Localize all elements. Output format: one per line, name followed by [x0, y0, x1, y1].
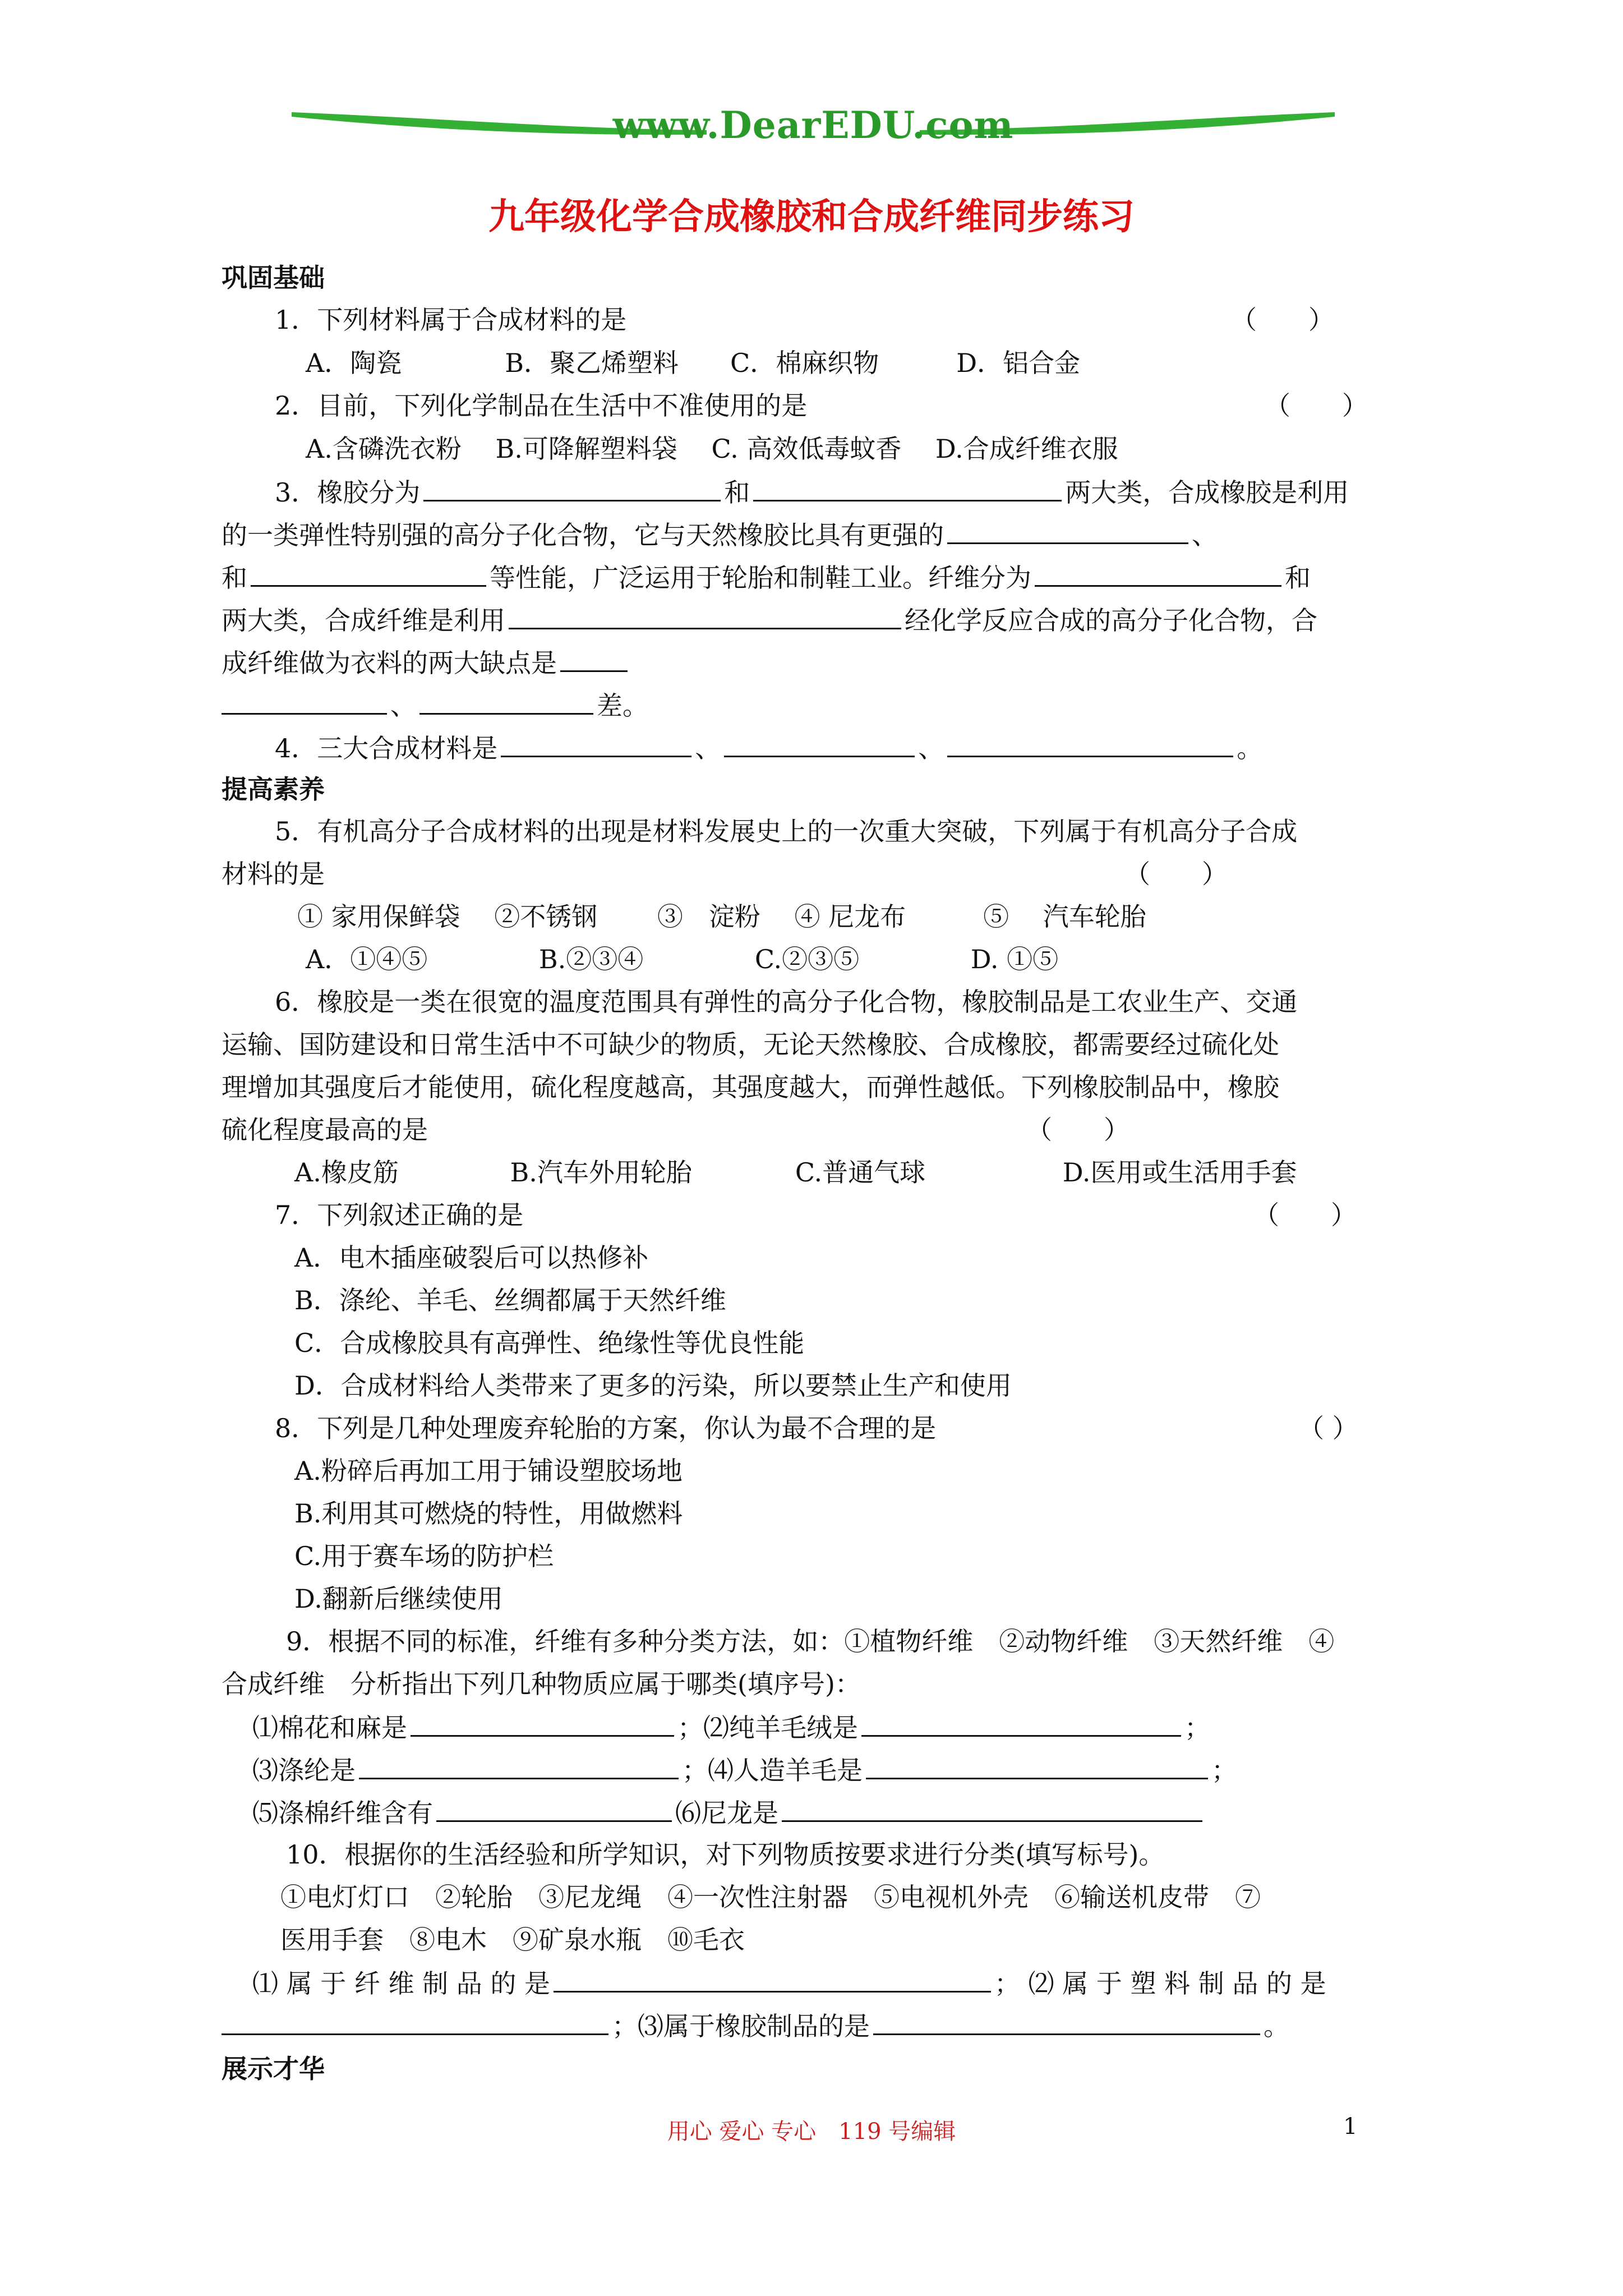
blank[interactable] [724, 728, 915, 757]
question-10-line: 10．根据你的生活经验和所学知识，对下列物质按要求进行分类(填写标号)。 [286, 1839, 1165, 1870]
text: 成纤维做为衣料的两大缺点是 [222, 648, 557, 678]
blank[interactable] [560, 642, 628, 672]
footer-note: 用心 爱心 专心 119 号编辑 [667, 2119, 956, 2145]
page-title: 九年级化学合成橡胶和合成纤维同步练习 [488, 196, 1135, 238]
question-5-line: 材料的是 [222, 859, 325, 889]
question-1-options: A．陶瓷 B．聚乙烯塑料 C．棉麻织物 D．铝合金 [306, 348, 1081, 378]
question-10-line: 医用手套 ⑧电木 ⑨矿泉水瓶 ⑩毛衣 [280, 1925, 745, 1955]
text: 两大类，合成橡胶是利用 [1065, 477, 1349, 508]
text: 和 [724, 477, 750, 508]
question-7-option-b: B．涤纶、羊毛、丝绸都属于天然纤维 [294, 1285, 726, 1315]
text: 两大类，合成纤维是利用 [222, 605, 505, 636]
question-6-options: A.橡皮筋 B.汽车外用轮胎 C.普通气球 D.医用或生活用手套 [294, 1157, 1297, 1188]
blank[interactable] [419, 685, 593, 715]
blank[interactable] [411, 1707, 674, 1737]
question-10-row [252, 1963, 1326, 2002]
blank[interactable] [222, 2005, 608, 2035]
text: ；⑶属于橡胶制品的是 [612, 2011, 870, 2041]
blank[interactable] [947, 514, 1188, 544]
question-2-options: A.含磷洗衣粉 B.可降解塑料袋 C. 高效低毒蚊香 D.合成纤维衣服 [306, 434, 1118, 464]
text: 的一类弹性特别强的高分子化合物，它与天然橡胶比具有更强的 [222, 520, 944, 550]
blank[interactable] [782, 1792, 1202, 1822]
text: 、 [695, 733, 721, 763]
text: ⑹尼龙是 [675, 1798, 778, 1828]
text: 经化学反应合成的高分子化合物，合 [905, 605, 1317, 636]
question-5-items: ① 家用保鲜袋 ②不锈钢 ③ 淀粉 ④ 尼龙布 ⑤ 汽车轮胎 [297, 901, 1146, 932]
blank[interactable] [222, 685, 387, 715]
question-6-line: 硫化程度最高的是 [222, 1115, 428, 1145]
text: ⑴ 属 于 纤 维 制 品 的 是 [252, 1968, 550, 1999]
text: 。 [1237, 733, 1263, 763]
question-8-option-d: D.翻新后继续使用 [294, 1584, 503, 1614]
header-banner [292, 95, 1335, 157]
question-7-option-c: C．合成橡胶具有高弹性、绝缘性等优良性能 [294, 1328, 805, 1358]
question-5-line: 5．有机高分子合成材料的出现是材料发展史上的一次重大突破，下列属于有机高分子合成 [275, 816, 1298, 846]
page-number: 1 [1343, 2114, 1358, 2139]
blank[interactable] [501, 728, 691, 757]
text: 。 [1264, 2011, 1289, 2041]
question-9-row [252, 1707, 1210, 1746]
question-3-line [222, 600, 1317, 639]
text: ； [1211, 1755, 1237, 1786]
question-8-option-c: C.用于赛车场的防护栏 [294, 1541, 554, 1571]
question-3-line [222, 557, 1311, 596]
text: 差。 [597, 691, 648, 721]
question-3-line [275, 472, 1349, 511]
question-6-line: 6．橡胶是一类在很宽的温度范围具有弹性的高分子化合物，橡胶制品是工农业生产、交通 [275, 987, 1298, 1017]
blank[interactable] [861, 1707, 1181, 1737]
text: 、 [918, 733, 944, 763]
answer-paren: （ ） [1298, 1413, 1358, 1443]
question-8-stem: 8．下列是几种处理废弃轮胎的方案，你认为最不合理的是 [275, 1413, 937, 1443]
blank[interactable] [436, 1792, 672, 1822]
question-10-row [222, 2005, 1289, 2045]
text: 等性能，广泛运用于轮胎和制鞋工业。纤维分为 [490, 563, 1031, 593]
section-heading: 展示才华 [222, 2054, 325, 2084]
question-8-option-a: A.粉碎后再加工用于铺设塑胶场地 [294, 1456, 683, 1486]
question-8-option-b: B.利用其可燃烧的特性，用做燃料 [294, 1498, 683, 1529]
blank[interactable] [1035, 557, 1281, 587]
answer-paren: （ ） [1231, 305, 1334, 335]
text: ； ⑵ 属 于 塑 料 制 品 的 是 [994, 1968, 1326, 1999]
blank[interactable] [866, 1750, 1208, 1779]
question-2-stem: 2．目前，下列化学制品在生活中不准使用的是 [275, 390, 808, 421]
text: 和 [1285, 563, 1311, 593]
blank[interactable] [423, 472, 721, 501]
text: 、 [390, 691, 416, 721]
site-name: www.DearEDU.com [612, 103, 1014, 147]
blank[interactable] [554, 1963, 991, 1993]
blank[interactable] [873, 2005, 1260, 2035]
text: 和 [222, 563, 247, 593]
question-9-row [252, 1792, 1206, 1832]
question-4-line [275, 728, 1262, 767]
question-1-stem: 1．下列材料属于合成材料的是 [275, 305, 627, 335]
text: ⑶涤纶是 [252, 1755, 356, 1786]
question-3-line [222, 685, 648, 724]
text: 、 [1192, 520, 1218, 550]
text: 4．三大合成材料是 [275, 733, 498, 763]
question-6-line: 理增加其强度后才能使用，硫化程度越高，其强度越大，而弹性越低。下列橡胶制品中，橡胶 [222, 1072, 1279, 1102]
text: ； [1184, 1713, 1210, 1743]
text: ⑴棉花和麻是 [252, 1713, 407, 1743]
question-5-options: A．①④⑤ B.②③④ C.②③⑤ D. ①⑤ [306, 944, 1059, 974]
question-6-line: 运输、国防建设和日常生活中不可缺少的物质，无论天然橡胶、合成橡胶，都需要经过硫化处 [222, 1029, 1279, 1060]
blank[interactable] [359, 1750, 679, 1779]
blank[interactable] [753, 472, 1062, 501]
section-heading: 巩固基础 [222, 263, 325, 293]
text: ；⑵纯羊毛绒是 [677, 1713, 858, 1743]
blank[interactable] [947, 728, 1233, 757]
answer-paren: （ ） [1026, 1115, 1129, 1145]
question-7-option-d: D．合成材料给人类带来了更多的污染，所以要禁止生产和使用 [294, 1370, 1012, 1401]
answer-paren: （ ） [1265, 390, 1368, 421]
question-9-line: 9．根据不同的标准，纤维有多种分类方法，如：①植物纤维 ②动物纤维 ③天然纤维 ④ [286, 1626, 1335, 1657]
question-10-line: ①电灯灯口 ②轮胎 ③尼龙绳 ④一次性注射器 ⑤电视机外壳 ⑥输送机皮带 ⑦ [280, 1882, 1261, 1912]
question-3-line [222, 642, 631, 682]
text: ⑸涤棉纤维含有 [252, 1798, 433, 1828]
answer-paren: （ ） [1253, 1200, 1357, 1230]
question-9-line: 合成纤维 分析指出下列几种物质应属于哪类(填序号)： [222, 1669, 861, 1699]
blank[interactable] [251, 557, 486, 587]
text: 3．橡胶分为 [275, 477, 421, 508]
blank[interactable] [509, 600, 901, 629]
answer-paren: （ ） [1124, 859, 1228, 889]
question-9-row [252, 1750, 1237, 1789]
section-heading: 提高素养 [222, 774, 325, 804]
question-7-stem: 7．下列叙述正确的是 [275, 1200, 524, 1230]
question-7-option-a: A．电木插座破裂后可以热修补 [294, 1243, 649, 1273]
question-3-line [222, 514, 1218, 554]
text: ；⑷人造羊毛是 [682, 1755, 863, 1786]
